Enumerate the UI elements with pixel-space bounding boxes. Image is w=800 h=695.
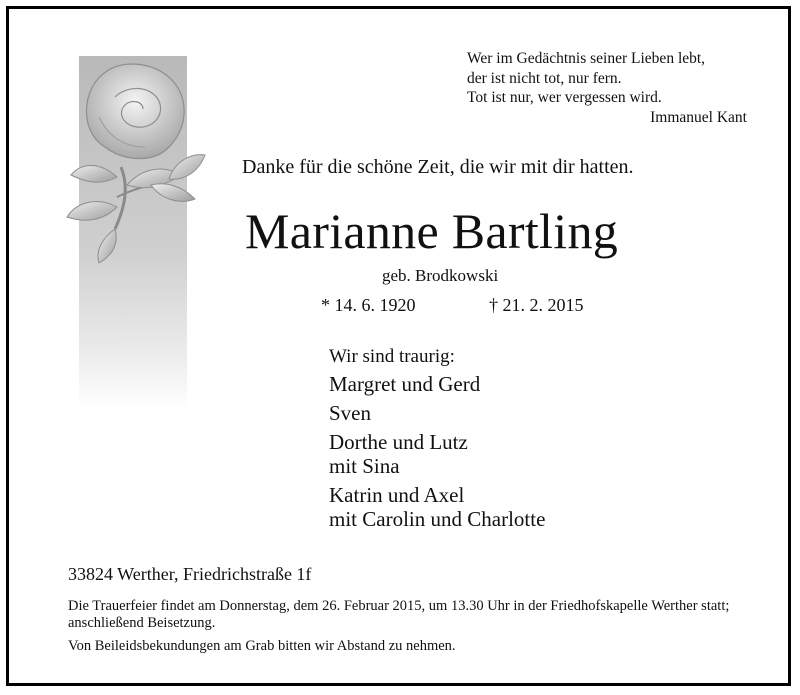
- quote-line: der ist nicht tot, nur fern.: [467, 69, 622, 87]
- funeral-notice: Die Trauerfeier findet am Donnerstag, dem 26. Februar 2015, um 13.30 Uhr in der Friedhofskapelle Werther statt; anschließend Beisetzung.: [68, 598, 730, 631]
- condolence-notice: Von Beileidsbekundungen am Grab bitten wir Abstand zu nehmen.: [68, 638, 456, 654]
- mourner-line: Katrin und Axel: [329, 483, 465, 507]
- mourner-line: Dorthe und Lutz: [329, 430, 468, 454]
- mourner-group: [329, 483, 545, 531]
- mourner-line: Margret und Gerd: [329, 372, 481, 396]
- quote-block: [467, 49, 757, 127]
- mourner-group: [329, 430, 545, 478]
- mourners-intro: Wir sind traurig:: [329, 346, 455, 367]
- birth-date: * 14. 6. 1920: [321, 295, 416, 315]
- thanks-line: Danke für die schöne Zeit, die wir mit dir hatten.: [242, 156, 634, 178]
- mourner-group: [329, 372, 545, 396]
- quote-line: Wer im Gedächtnis seiner Lieben lebt,: [467, 50, 706, 67]
- death-date: † 21. 2. 2015: [489, 295, 584, 315]
- mourner-line: mit Carolin und Charlotte: [329, 507, 546, 531]
- deceased-name: Marianne Bartling: [245, 203, 619, 259]
- rose-icon: [59, 57, 209, 267]
- mourners-list: [329, 372, 545, 536]
- obituary-card: [6, 6, 791, 686]
- maiden-name: geb. Brodkowski: [382, 266, 499, 285]
- quote-author: Immanuel Kant: [650, 108, 747, 126]
- mourner-line: mit Sina: [329, 454, 400, 478]
- address-line: 33824 Werther, Friedrichstraße 1f: [68, 564, 312, 584]
- mourner-line: Sven: [329, 401, 371, 425]
- quote-line: Tot ist nur, wer vergessen wird.: [467, 89, 662, 106]
- mourner-group: [329, 401, 545, 425]
